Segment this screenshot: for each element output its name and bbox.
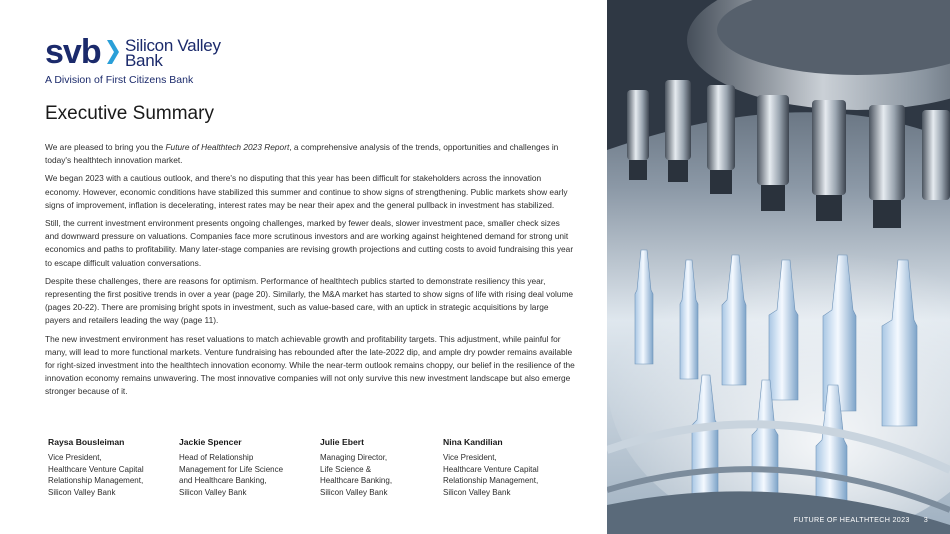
signatory-role: Head of Relationship Management for Life Science and Healthcare Banking, Silicon Valley Bank <box>179 453 284 497</box>
logo-mark: svb <box>45 33 101 71</box>
logo-name-line1: Silicon Valley <box>125 36 221 55</box>
paragraph-2: We began 2023 with a cautious outlook, and there's no disputing that this year has been difficult for stakeholders across the innovation economy. However, economic conditions have stabilized this summer and continue to show signs of strengthening. Public markets show early signs of improvement, inflation is decelerating, interest rates may be near their apex and the general pullback in investment has stabilized. <box>45 173 568 210</box>
page-footer <box>794 515 928 524</box>
paragraph-5: The new investment environment has reset valuations to match achievable growth and profitability targets. This adjustment, while painful for many, will lead to more functional markets. Venture fundraising has rebounded after the late-2022 dip, and ample dry powder remains available for right-sized investment into the healthtech innovation economy. While the near-term outlook remains choppy, our belief in the resilience of the innovation economy remains unwavering. The most innovative companies will not only survive this new investment landscape but also emerge stronger because of it. <box>45 333 575 397</box>
page-number: 3 <box>923 515 928 524</box>
p1-rest: , a comprehensive analysis of the trends, opportunities and challenges in today's healthtech innovation market. <box>45 142 559 166</box>
chevron-right-icon <box>107 40 119 64</box>
lab-machinery-photo <box>607 0 950 534</box>
svb-logo <box>45 34 245 84</box>
signatory-role: Vice President, Healthcare Venture Capital Relationship Management, Silicon Valley Bank <box>443 453 539 497</box>
p1-lead: We are pleased to bring you the <box>45 142 166 152</box>
signatory-role: Managing Director, Life Science & Healthcare Banking, Silicon Valley Bank <box>320 453 393 497</box>
page-title: Executive Summary <box>45 103 214 124</box>
signatory-name: Raysa Bousleiman <box>48 437 125 447</box>
signatory-2 <box>179 437 283 498</box>
logo-bank-name <box>125 38 221 68</box>
vials-illustration <box>607 0 950 534</box>
paragraph-3: Still, the current investment environment presents ongoing challenges, marked by fewer deals, slower investment pace, smaller check sizes and downward pressure on valuations. Companies face more scrutinous investors and are working against heightened demand for strong unit economics and paths to profitability. Many later-stage companies are revising growth projections and cutting costs to avoid fundraising this year to escape difficult valuation conversations. <box>45 218 574 268</box>
signatory-1 <box>48 437 144 498</box>
signatory-role: Vice President, Healthcare Venture Capital Relationship Management, Silicon Valley Bank <box>48 453 144 497</box>
signatory-3 <box>320 437 392 498</box>
footer-label: FUTURE OF HEALTHTECH 2023 <box>793 515 910 524</box>
summary-body <box>45 141 575 404</box>
paragraph-4: Despite these challenges, there are reasons for optimism. Performance of healthtech publics started to demonstrate resiliency this year, representing the first positive trends in over a year (page 20). Similarly, the M&A market has started to show signs of life with rising deal volume (pages 20-22). There are promising bright spots in investment, such as value-based care, with an uptick in strategic acquisitions by large payers and retailers leading the way (page 11). <box>45 275 574 326</box>
signatory-name: Julie Ebert <box>320 437 364 447</box>
logo-division: A Division of First Citizens Bank <box>45 74 194 86</box>
logo-name-line2: Bank <box>125 51 163 70</box>
signatory-name: Jackie Spencer <box>179 437 242 447</box>
paragraph-1 <box>45 141 575 167</box>
signatory-4 <box>443 437 539 498</box>
report-title: Future of Healthtech 2023 Report <box>165 142 290 152</box>
signatory-name: Nina Kandilian <box>443 437 503 447</box>
